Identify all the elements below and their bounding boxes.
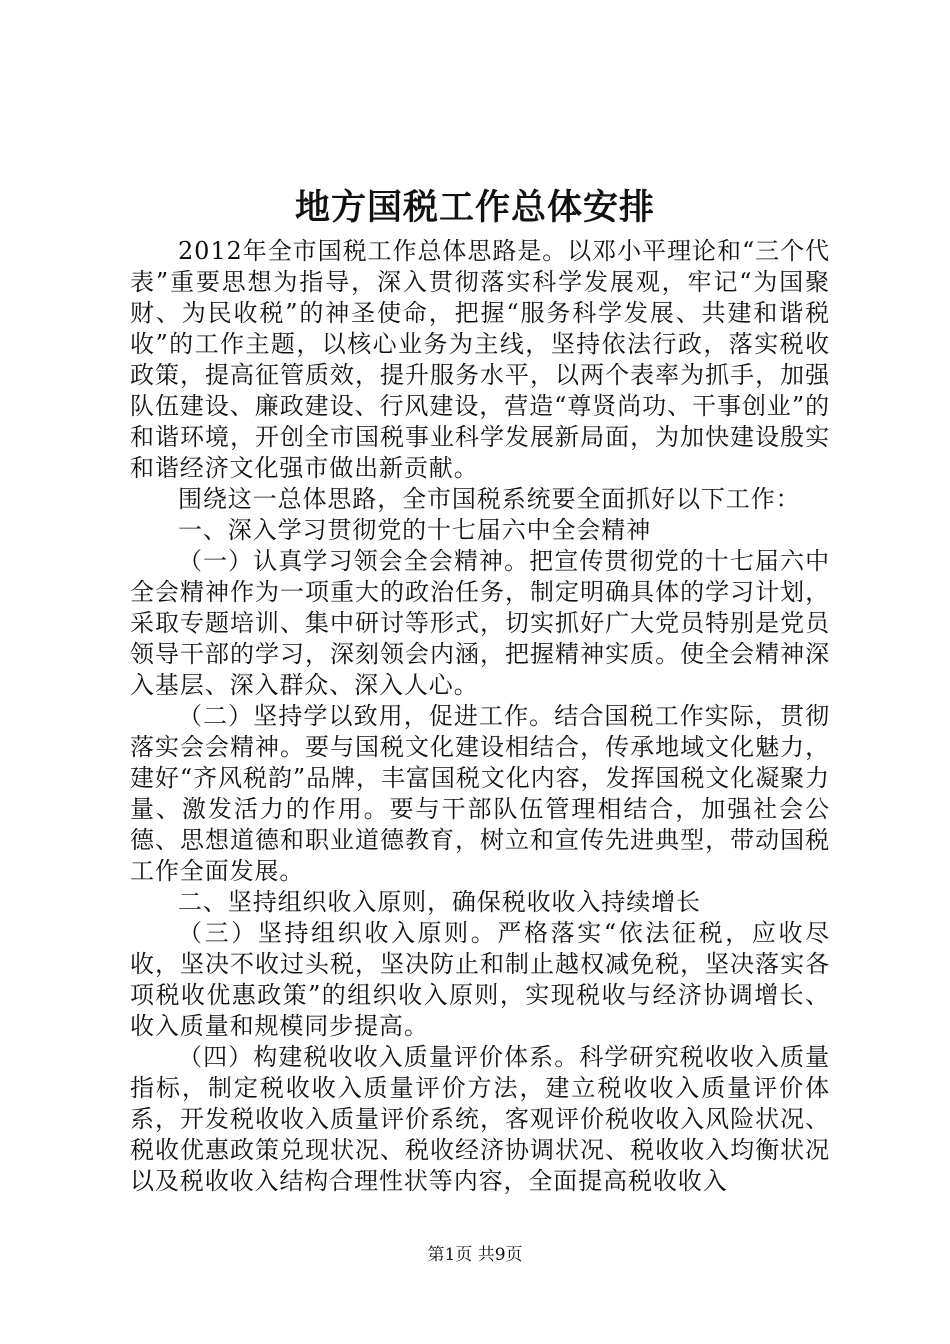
document-body [130,236,830,1197]
paragraph-item-2: （二）坚持学以致用，促进工作。结合国税工作实际，贯彻落实会会精神。要与国税文化建设相结合，传承地域文化魅力，建好“齐风税韵”品牌，丰富国税文化内容，发挥国税文化凝聚力量、激发活力的作用。要与干部队伍管理相结合，加强社会公德、思想道德和职业道德教育，树立和宣传先进典型，带动国税工作全面发展。 [130,702,830,885]
paragraph-item-1: （一）认真学习领会全会精神。把宣传贯彻党的十七届六中全会精神作为一项重大的政治任务，制定明确具体的学习计划，采取专题培训、集中研讨等形式，切实抓好广大党员特别是党员领导干部的学习，深刻领会内涵，把握精神实质。使全会精神深入基层、深入群众、深入人心。 [130,547,830,699]
paragraph-overall-approach: 2012年全市国税工作总体思路是。以邓小平理论和“三个代表”重要思想为指导，深入贯彻落实科学发展观，牢记“为国聚财、为民收税”的神圣使命，把握“服务科学发展、共建和谐税收”的工作主题，以核心业务为主线，坚持依法行政，落实税收政策，提高征管质效，提升服务水平，以两个表率为抓手，加强队伍建设、廉政建设、行风建设，营造“尊贤尚功、干事创业”的和谐环境，开创全市国税事业科学发展新局面，为加快建设殷实和谐经济文化强市做出新贡献。 [130,237,830,482]
page-number-footer: 第1页 共9页 [427,1245,523,1265]
section-heading-2: 二、坚持组织收入原则，确保税收收入持续增长 [178,888,701,916]
document-title: 地方国税工作总体安排 [294,187,655,228]
paragraph-intro-tasks: 围绕这一总体思路，全市国税系统要全面抓好以下工作： [178,485,801,513]
section-heading-1: 一、深入学习贯彻党的十七届六中全会精神 [178,516,652,544]
paragraph-item-3: （三）坚持组织收入原则。严格落实“依法征税，应收尽收，坚决不收过头税，坚决防止和制止越权减免税，坚决落实各项税收优惠政策”的组织收入原则，实现税收与经济协调增长、收入质量和规模同步提高。 [130,919,830,1040]
paragraph-item-4: （四）构建税收收入质量评价体系。科学研究税收收入质量指标，制定税收收入质量评价方法，建立税收收入质量评价体系，开发税收收入质量评价系统，客观评价税收收入风险状况、税收优惠政策兑现状况、税收经济协调状况、税收收入均衡状况以及税收收入结构合理性状等内容，全面提高税收收入 [130,1043,830,1195]
